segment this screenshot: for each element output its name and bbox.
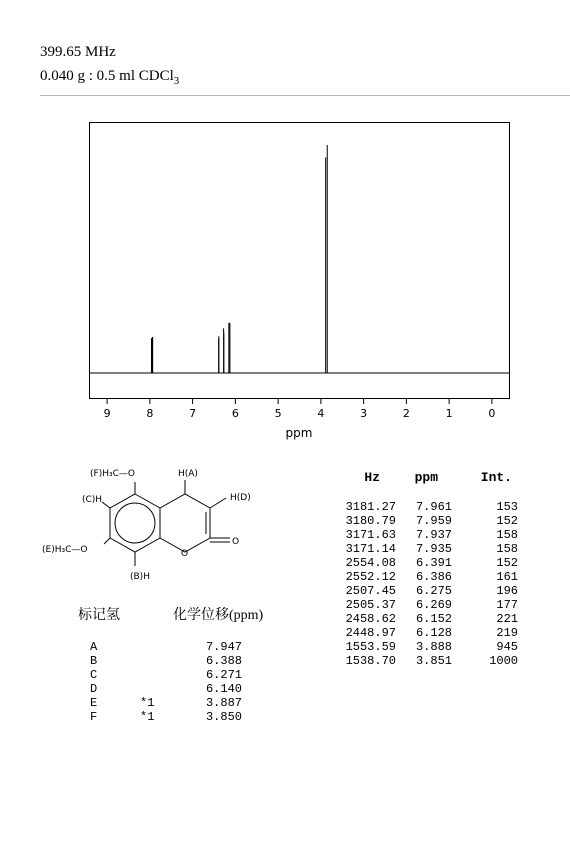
peak-int: 153 [496,500,518,514]
peak-row [340,556,540,570]
x-tick-label: 5 [274,407,282,420]
peak-ppm: 6.275 [415,584,452,598]
aromatic-ring-circle [115,503,155,543]
c3-h-bond [210,498,226,508]
peak-int: 158 [496,528,518,542]
peak-hz: 2507.45 [345,584,396,598]
sample-solvent-subscript: 3 [173,75,180,87]
peak-ppm: 6.152 [415,612,452,626]
assignment-row [0,682,300,696]
peak-ppm: 6.128 [415,626,452,640]
x-tick-label: 6 [231,407,239,420]
x-axis-ticks [104,399,496,420]
label-ring-oxygen: O [181,549,189,559]
assignment-row [0,640,300,654]
label-h-d: H(D) [230,493,251,503]
peak-row [340,528,540,542]
label-h-c: (C)H [82,495,103,505]
peak-hz: 3171.63 [345,528,396,542]
col-hz: Hz [364,470,380,485]
assignment-shift: 3.850 [205,710,242,724]
peak-int: 158 [496,542,518,556]
peak-ppm: 7.959 [415,514,452,528]
x-tick-label: 9 [103,407,111,420]
peak-hz: 2554.08 [345,556,396,570]
assignment-label: E [90,696,98,710]
peak-int: 945 [496,640,518,654]
sample-concentration-text: 0.040 g : 0.5 ml CDCl [40,68,174,84]
peak-int: 152 [496,514,518,528]
peak-hz: 3181.27 [345,500,396,514]
x-axis-label: ppm [285,426,313,440]
spectrometer-frequency: 399.65 MHz [40,44,116,60]
peak-int: 177 [496,598,518,612]
label-h-b: (B)H [130,572,150,582]
label-h-a: H(A) [178,469,198,479]
peak-int: 196 [496,584,518,598]
peak-hz: 2552.12 [345,570,396,584]
assignment-row [0,710,300,724]
peak-ppm: 6.269 [415,598,452,612]
assignment-row [0,654,300,668]
assignment-label: B [90,654,98,668]
assignment-shift: 6.271 [205,668,242,682]
peak-int: 161 [496,570,518,584]
peak-row [340,626,540,640]
peak-row [340,612,540,626]
peak-row [340,654,540,668]
col-ppm: ppm [414,470,438,485]
x-tick-label: 1 [445,407,453,420]
peak-int: 221 [496,612,518,626]
c7-methoxy-bond [104,538,110,544]
label-carbonyl-oxygen: O [232,537,240,547]
assignment-shift: 6.388 [205,654,242,668]
peak-ppm: 7.961 [415,500,452,514]
sample-concentration [40,68,179,87]
x-tick-label: 4 [317,407,325,420]
peak-ppm: 7.937 [415,528,452,542]
assignment-row [0,696,300,710]
assignment-label: A [90,640,98,654]
label-f-methoxy: (F)H₃C—O [90,469,135,479]
nmr-spectrum-chart [0,110,570,450]
peak-ppm: 3.851 [415,654,452,668]
label-e-methoxy: (E)H₃C—O [42,545,88,555]
peak-hz: 2505.37 [345,598,396,612]
peak-row [340,584,540,598]
peak-hz: 1538.70 [345,654,396,668]
peak-row [340,542,540,556]
assignment-note: *1 [140,696,155,710]
x-tick-label: 3 [360,407,368,420]
peak-table-header [340,470,540,486]
c6-h-bond [102,502,110,508]
peak-hz: 3180.79 [345,514,396,528]
peak-row [340,514,540,528]
peak-lines [152,145,328,373]
peak-row [340,570,540,584]
header-divider [40,95,570,96]
peak-ppm: 6.391 [415,556,452,570]
assignment-header-shift: 化学位移(ppm) [173,608,264,623]
assignment-shift: 7.947 [205,640,242,654]
peak-int: 1000 [489,654,518,668]
x-tick-label: 8 [146,407,154,420]
pyranone-ring-bonds [160,494,210,552]
assignment-label: F [90,710,98,724]
peak-hz: 1553.59 [345,640,396,654]
x-tick-label: 7 [189,407,197,420]
peak-ppm: 7.935 [415,542,452,556]
assignment-shift: 3.887 [205,696,242,710]
x-tick-label: 2 [402,407,410,420]
assignment-row [0,668,300,682]
peak-row [340,500,540,514]
assignment-label: C [90,668,98,682]
x-tick-label: 0 [488,407,496,420]
assignment-label: D [90,682,98,696]
peak-int: 219 [496,626,518,640]
peak-row [340,598,540,612]
assignment-shift: 6.140 [205,682,242,696]
peak-hz: 2458.62 [345,612,396,626]
molecule-structure [30,458,290,588]
peak-ppm: 6.386 [415,570,452,584]
assignment-note: *1 [140,710,155,724]
peak-row [340,640,540,654]
peak-hz: 3171.14 [345,542,396,556]
peak-int: 152 [496,556,518,570]
peak-hz: 2448.97 [345,626,396,640]
col-int: Int. [480,470,512,485]
assignment-header-label: 标记氢 [78,608,120,623]
peak-ppm: 3.888 [415,640,452,654]
